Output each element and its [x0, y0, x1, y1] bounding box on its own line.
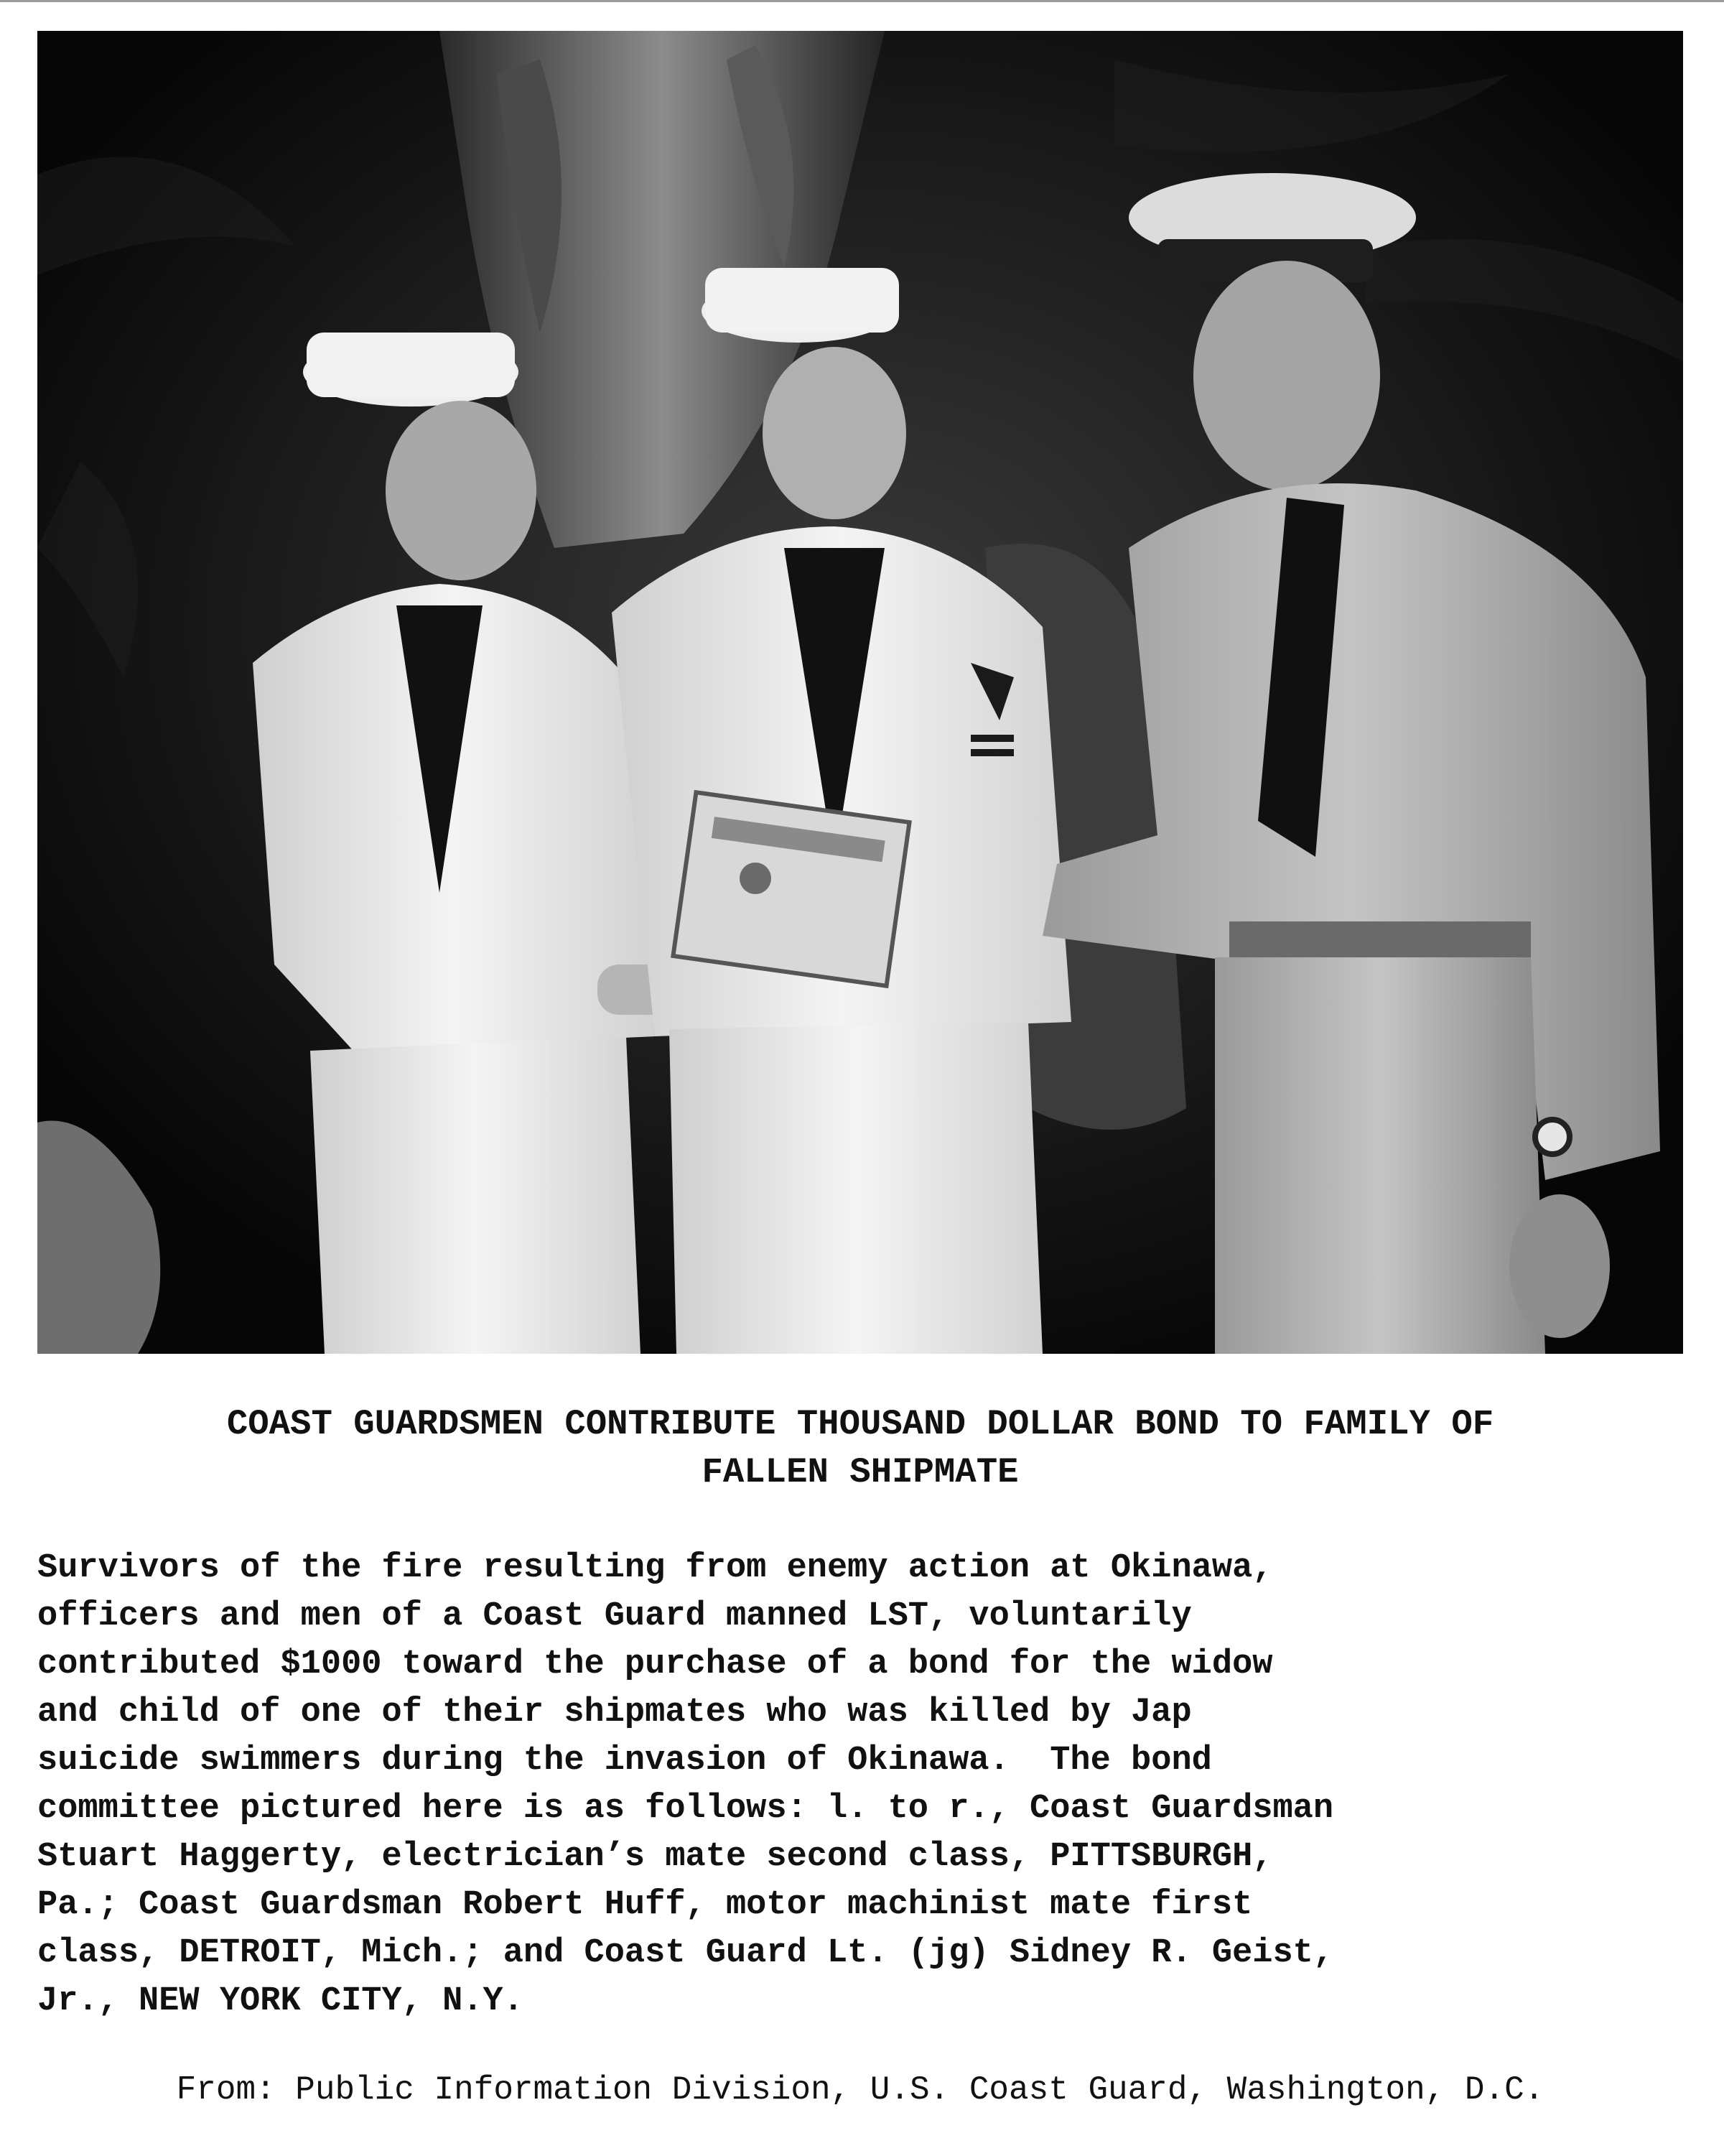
- top-border-rule: [0, 0, 1724, 2]
- war-bond-certificate: [673, 792, 909, 986]
- headline: COAST GUARDSMEN CONTRIBUTE THOUSAND DOLLAR BOND TO FAMILY OF FALLEN SHIPMATE: [226, 1404, 1494, 1492]
- caption-body: Survivors of the fire resulting from enemy action at Okinawa, officers and men of a Coast Guard manned LST, voluntarily contributed $1000 toward the purchase of a bond for the widow and child of one of their shipmates who was killed by Jap suicide swimmers during the invasion of Okinawa. The bond committee pictured here is as follows: l. to r., Coast Guardsman Stuart Haggerty, electrician’s mate second class, PITTSBURGH, Pa.; Coast Guardsman Robert Huff, motor machinist mate first class, DETROIT, Mich.; and Coast Guard Lt. (jg) Sidney R. Geist, Jr., NEW YORK CITY, N.Y.: [37, 1549, 1334, 2020]
- source-credit: From: Public Information Division, U.S. Coast Guard, Washington, D.C.: [176, 2071, 1544, 2109]
- press-photograph: [37, 31, 1683, 1354]
